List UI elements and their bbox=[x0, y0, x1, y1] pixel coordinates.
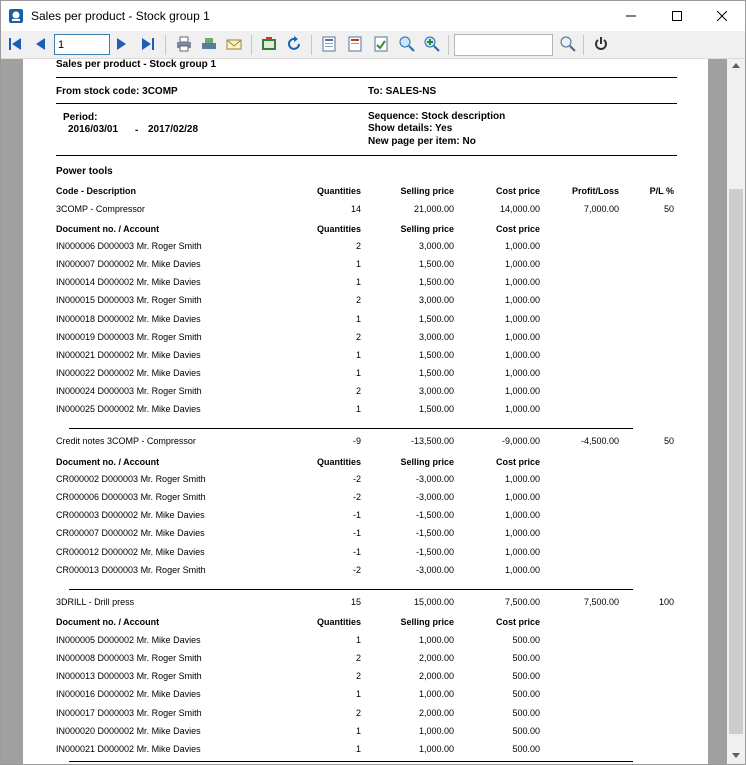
print-setup-icon bbox=[201, 36, 217, 52]
section-divider bbox=[69, 589, 633, 590]
document-row-selling-price: 3,000.00 bbox=[418, 386, 454, 396]
document-row-cost-price: 1,000.00 bbox=[504, 295, 540, 305]
toolbar-separator bbox=[448, 35, 449, 55]
document-row-cost-price: 500.00 bbox=[512, 635, 540, 645]
document-row-selling-price: -3,000.00 bbox=[415, 565, 454, 575]
product-summary-selling-price: 21,000.00 bbox=[413, 204, 454, 214]
document-row-cost-price: 1,000.00 bbox=[504, 474, 540, 484]
email-button[interactable] bbox=[223, 33, 245, 55]
scroll-thumb[interactable] bbox=[729, 189, 743, 734]
document-row-selling-price: 3,000.00 bbox=[418, 295, 454, 305]
document-row-quantity: 2 bbox=[355, 295, 361, 305]
document-row-quantity: 2 bbox=[355, 671, 361, 681]
show-details-label: Show details: Yes bbox=[368, 123, 453, 134]
product-summary-cost-price: -9,000.00 bbox=[501, 436, 540, 446]
product-summary-description: 3COMP - Compressor bbox=[56, 204, 145, 214]
divider bbox=[56, 103, 677, 104]
toolbar bbox=[1, 31, 745, 59]
vertical-scrollbar[interactable] bbox=[727, 59, 745, 764]
document-row-selling-price: 2,000.00 bbox=[418, 708, 454, 718]
document-row-quantity: -2 bbox=[352, 492, 361, 502]
document-row-quantity: 1 bbox=[355, 726, 361, 736]
document-row-cost-price: 1,000.00 bbox=[504, 404, 540, 414]
document-row-cost-price: 500.00 bbox=[512, 689, 540, 699]
document-row-quantity: 2 bbox=[355, 653, 361, 663]
page-width-icon bbox=[347, 36, 363, 52]
document-row-selling-price: -1,500.00 bbox=[415, 510, 454, 520]
product-summary-profit-loss: 7,000.00 bbox=[583, 204, 619, 214]
print-button[interactable] bbox=[173, 33, 195, 55]
document-row-cost-price: 500.00 bbox=[512, 726, 540, 736]
column-header-pl-percent: P/L % bbox=[649, 186, 674, 196]
document-row-cost-price: 1,000.00 bbox=[504, 368, 540, 378]
column-header-document-account: Document no. / Account bbox=[56, 617, 160, 627]
zoom-in-button[interactable] bbox=[421, 33, 443, 55]
previous-page-button[interactable] bbox=[29, 33, 51, 55]
document-row-quantity: 1 bbox=[355, 368, 361, 378]
previous-page-icon bbox=[33, 37, 47, 51]
first-page-icon bbox=[8, 37, 22, 51]
document-row-selling-price: -3,000.00 bbox=[415, 492, 454, 502]
whole-page-button[interactable] bbox=[370, 33, 392, 55]
refresh-button[interactable] bbox=[283, 33, 305, 55]
divider bbox=[56, 77, 677, 78]
document-row-quantity: 1 bbox=[355, 277, 361, 287]
document-row-account: IN000008 D000003 Mr. Roger Smith bbox=[56, 653, 202, 663]
document-row-account: CR000012 D000002 Mr. Mike Davies bbox=[56, 547, 205, 557]
document-row-selling-price: 3,000.00 bbox=[418, 241, 454, 251]
document-row-cost-price: 1,000.00 bbox=[504, 314, 540, 324]
document-row-account: CR000003 D000002 Mr. Mike Davies bbox=[56, 510, 205, 520]
document-row-quantity: 2 bbox=[355, 332, 361, 342]
document-row-selling-price: 3,000.00 bbox=[418, 332, 454, 342]
scroll-down-icon[interactable] bbox=[732, 753, 740, 759]
product-summary-description: 3DRILL - Drill press bbox=[56, 597, 135, 607]
document-row-selling-price: -1,500.00 bbox=[415, 528, 454, 538]
document-row-selling-price: 1,000.00 bbox=[418, 635, 454, 645]
document-row-account: IN000015 D000003 Mr. Roger Smith bbox=[56, 295, 202, 305]
report-viewport bbox=[1, 59, 727, 764]
document-row-selling-price: 1,500.00 bbox=[418, 314, 454, 324]
document-row-cost-price: 1,000.00 bbox=[504, 547, 540, 557]
document-row-cost-price: 1,000.00 bbox=[504, 510, 540, 520]
minimize-button[interactable] bbox=[608, 1, 654, 31]
document-row-selling-price: 1,000.00 bbox=[418, 689, 454, 699]
last-page-button[interactable] bbox=[137, 33, 159, 55]
zoom-out-button[interactable] bbox=[396, 33, 418, 55]
search-button[interactable] bbox=[557, 33, 579, 55]
document-row-quantity: 2 bbox=[355, 386, 361, 396]
document-row-account: IN000018 D000002 Mr. Mike Davies bbox=[56, 314, 201, 324]
document-row-account: CR000013 D000003 Mr. Roger Smith bbox=[56, 565, 206, 575]
printer-icon bbox=[176, 36, 192, 52]
page-number-input[interactable] bbox=[54, 34, 110, 55]
document-row-selling-price: 2,000.00 bbox=[418, 653, 454, 663]
envelope-icon bbox=[226, 36, 242, 52]
close-icon bbox=[717, 11, 727, 21]
export-icon bbox=[261, 36, 277, 52]
document-row-cost-price: 500.00 bbox=[512, 708, 540, 718]
column-header-quantities: Quantities bbox=[316, 224, 361, 234]
sequence-label: Sequence: Stock description bbox=[368, 111, 506, 122]
page-layout-button[interactable] bbox=[318, 33, 340, 55]
document-row-cost-price: 1,000.00 bbox=[504, 241, 540, 251]
column-header-cost-price: Cost price bbox=[495, 186, 540, 196]
product-summary-cost-price: 7,500.00 bbox=[504, 597, 540, 607]
from-stock-code: From stock code: 3COMP bbox=[56, 86, 178, 97]
section-divider bbox=[69, 761, 633, 762]
product-summary-pl-percent: 100 bbox=[658, 597, 674, 607]
document-row-cost-price: 1,000.00 bbox=[504, 259, 540, 269]
document-row-quantity: 1 bbox=[355, 635, 361, 645]
power-icon bbox=[593, 36, 609, 52]
document-row-cost-price: 1,000.00 bbox=[504, 528, 540, 538]
refresh-icon bbox=[286, 36, 302, 52]
exit-button[interactable] bbox=[590, 33, 612, 55]
document-row-quantity: -2 bbox=[352, 474, 361, 484]
next-page-button[interactable] bbox=[111, 33, 133, 55]
toolbar-separator bbox=[165, 35, 166, 55]
document-row-account: IN000014 D000002 Mr. Mike Davies bbox=[56, 277, 201, 287]
column-header-selling-price: Selling price bbox=[400, 186, 454, 196]
document-row-quantity: 1 bbox=[355, 259, 361, 269]
period-to: 2017/02/28 bbox=[148, 124, 199, 135]
product-summary-pl-percent: 50 bbox=[663, 436, 674, 446]
toolbar-separator bbox=[583, 35, 584, 55]
document-row-account: IN000007 D000002 Mr. Mike Davies bbox=[56, 259, 201, 269]
product-summary-selling-price: -13,500.00 bbox=[410, 436, 454, 446]
toolbar-separator bbox=[311, 35, 312, 55]
maximize-icon bbox=[672, 11, 682, 21]
section-divider bbox=[69, 428, 633, 429]
document-row-cost-price: 500.00 bbox=[512, 671, 540, 681]
column-header-code-desc: Code - Description bbox=[56, 186, 137, 196]
last-page-icon bbox=[141, 37, 155, 51]
column-header-selling-price: Selling price bbox=[400, 224, 454, 234]
report-page bbox=[23, 59, 708, 764]
document-row-account: CR000002 D000003 Mr. Roger Smith bbox=[56, 474, 206, 484]
column-header-quantities: Quantities bbox=[316, 617, 361, 627]
page-layout-icon bbox=[321, 36, 337, 52]
column-header-quantities: Quantities bbox=[316, 186, 361, 196]
report-title: Sales per product - Stock group 1 bbox=[56, 59, 217, 70]
page-width-button[interactable] bbox=[344, 33, 366, 55]
product-summary-description: Credit notes 3COMP - Compressor bbox=[56, 436, 196, 446]
column-header-profit-loss: Profit/Loss bbox=[571, 186, 619, 196]
search-icon bbox=[560, 36, 576, 52]
document-row-account: IN000017 D000003 Mr. Roger Smith bbox=[56, 708, 202, 718]
document-row-quantity: 2 bbox=[355, 241, 361, 251]
document-row-account: IN000016 D000002 Mr. Mike Davies bbox=[56, 689, 201, 699]
toolbar-separator bbox=[251, 35, 252, 55]
document-row-selling-price: 1,000.00 bbox=[418, 744, 454, 754]
next-page-icon bbox=[115, 37, 129, 51]
document-row-cost-price: 1,000.00 bbox=[504, 492, 540, 502]
document-row-selling-price: 1,500.00 bbox=[418, 404, 454, 414]
document-row-account: CR000007 D000002 Mr. Mike Davies bbox=[56, 528, 205, 538]
search-input[interactable] bbox=[454, 34, 553, 56]
document-row-cost-price: 1,000.00 bbox=[504, 277, 540, 287]
product-summary-profit-loss: 7,500.00 bbox=[583, 597, 619, 607]
window-title: Sales per product - Stock group 1 bbox=[31, 9, 210, 23]
document-row-cost-price: 500.00 bbox=[512, 744, 540, 754]
column-header-cost-price: Cost price bbox=[495, 224, 540, 234]
document-row-selling-price: -3,000.00 bbox=[415, 474, 454, 484]
document-row-selling-price: 1,000.00 bbox=[418, 726, 454, 736]
app-icon bbox=[8, 8, 24, 24]
document-row-account: IN000013 D000003 Mr. Roger Smith bbox=[56, 671, 202, 681]
document-row-selling-price: 1,500.00 bbox=[418, 259, 454, 269]
document-row-account: IN000005 D000002 Mr. Mike Davies bbox=[56, 635, 201, 645]
document-row-account: IN000025 D000002 Mr. Mike Davies bbox=[56, 404, 201, 414]
new-page-label: New page per item: No bbox=[368, 136, 476, 147]
document-row-selling-price: -1,500.00 bbox=[415, 547, 454, 557]
first-page-button[interactable] bbox=[4, 33, 26, 55]
column-header-cost-price: Cost price bbox=[495, 457, 540, 467]
scroll-up-icon[interactable] bbox=[732, 62, 740, 68]
document-row-quantity: -1 bbox=[352, 528, 361, 538]
document-row-selling-price: 1,500.00 bbox=[418, 350, 454, 360]
column-header-document-account: Document no. / Account bbox=[56, 457, 160, 467]
document-row-account: IN000024 D000003 Mr. Roger Smith bbox=[56, 386, 202, 396]
product-summary-profit-loss: -4,500.00 bbox=[580, 436, 619, 446]
document-row-quantity: 1 bbox=[355, 689, 361, 699]
document-row-quantity: 1 bbox=[355, 744, 361, 754]
document-row-cost-price: 1,000.00 bbox=[504, 332, 540, 342]
document-row-quantity: 1 bbox=[355, 404, 361, 414]
product-summary-selling-price: 15,000.00 bbox=[413, 597, 454, 607]
minimize-icon bbox=[626, 11, 636, 21]
column-header-quantities: Quantities bbox=[316, 457, 361, 467]
document-row-account: IN000021 D000002 Mr. Mike Davies bbox=[56, 350, 201, 360]
document-row-account: IN000006 D000003 Mr. Roger Smith bbox=[56, 241, 202, 251]
document-row-quantity: -1 bbox=[352, 547, 361, 557]
document-row-quantity: -2 bbox=[352, 565, 361, 575]
column-header-selling-price: Selling price bbox=[400, 617, 454, 627]
document-row-quantity: 1 bbox=[355, 350, 361, 360]
column-header-document-account: Document no. / Account bbox=[56, 224, 160, 234]
document-row-selling-price: 1,500.00 bbox=[418, 277, 454, 287]
product-summary-pl-percent: 50 bbox=[663, 204, 674, 214]
title-bar bbox=[1, 1, 745, 31]
zoom-in-icon bbox=[424, 36, 440, 52]
document-row-selling-price: 2,000.00 bbox=[418, 671, 454, 681]
column-header-selling-price: Selling price bbox=[400, 457, 454, 467]
document-row-account: IN000021 D000002 Mr. Mike Davies bbox=[56, 744, 201, 754]
period-from: 2016/03/01 bbox=[68, 124, 119, 135]
document-row-account: CR000006 D000003 Mr. Roger Smith bbox=[56, 492, 206, 502]
product-summary-cost-price: 14,000.00 bbox=[499, 204, 540, 214]
document-row-cost-price: 1,000.00 bbox=[504, 565, 540, 575]
product-summary-quantity: 15 bbox=[350, 597, 361, 607]
document-row-quantity: 2 bbox=[355, 708, 361, 718]
document-row-quantity: 1 bbox=[355, 314, 361, 324]
document-row-account: IN000020 D000002 Mr. Mike Davies bbox=[56, 726, 201, 736]
product-summary-quantity: 14 bbox=[350, 204, 361, 214]
document-row-account: IN000022 D000002 Mr. Mike Davies bbox=[56, 368, 201, 378]
document-row-cost-price: 1,000.00 bbox=[504, 386, 540, 396]
to-stock-code: To: SALES-NS bbox=[368, 86, 437, 97]
export-button[interactable] bbox=[258, 33, 280, 55]
period-dash: - bbox=[135, 125, 139, 136]
column-header-cost-price: Cost price bbox=[495, 617, 540, 627]
close-button[interactable] bbox=[699, 1, 745, 31]
maximize-button[interactable] bbox=[654, 1, 700, 31]
document-row-selling-price: 1,500.00 bbox=[418, 368, 454, 378]
document-row-quantity: -1 bbox=[352, 510, 361, 520]
product-summary-quantity: -9 bbox=[352, 436, 361, 446]
group-title: Power tools bbox=[56, 166, 113, 177]
period-label: Period: bbox=[63, 112, 98, 123]
divider bbox=[56, 155, 677, 156]
whole-page-icon bbox=[373, 36, 389, 52]
document-row-cost-price: 1,000.00 bbox=[504, 350, 540, 360]
document-row-account: IN000019 D000003 Mr. Roger Smith bbox=[56, 332, 202, 342]
document-row-cost-price: 500.00 bbox=[512, 653, 540, 663]
zoom-out-icon bbox=[399, 36, 415, 52]
print-setup-button[interactable] bbox=[198, 33, 220, 55]
